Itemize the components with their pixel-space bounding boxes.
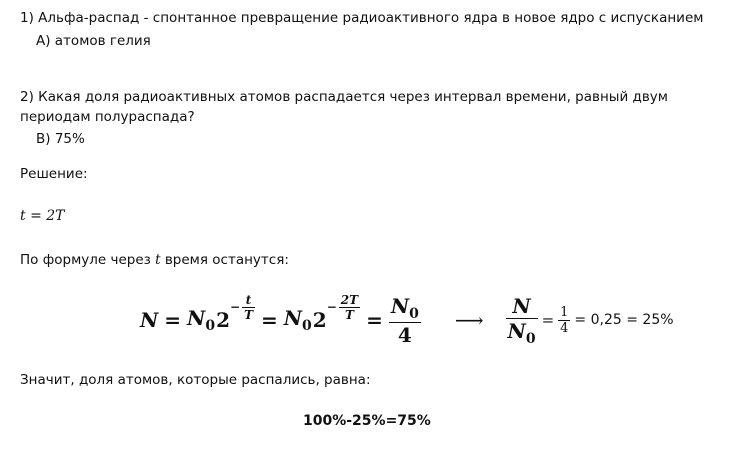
eq-equals-4: = — [541, 311, 555, 329]
solution-heading: Решение: — [20, 166, 88, 182]
eq-fraction-N0-over-4: $\frac{N_0}{4}$ — [390, 293, 419, 347]
eq-arrow: ⟶ — [454, 308, 484, 332]
eq-exponent-1: − $\frac{t}{T}$ — [230, 292, 253, 322]
formula-intro — [20, 254, 289, 268]
conclusion-text: Значит, доля атомов, которые распались, равна: — [20, 372, 371, 388]
given-equation: t = 2T — [20, 208, 65, 224]
eq-N0-2: $N_0$ — [283, 306, 312, 334]
question-2-text-line2: периодам полураспада? — [20, 109, 195, 125]
eq-fraction-N-over-N0: $\frac{N}{N_0}$ — [507, 293, 536, 347]
question-2-answer: В) 75% — [36, 131, 85, 147]
eq-fraction-one-quarter: $\frac{1}{4}$ — [560, 304, 569, 336]
eq-base-two-2: 2 — [312, 308, 327, 332]
formula-intro-part-a: По формуле через — [20, 252, 151, 268]
formula-intro-part-b: время останутся: — [164, 252, 289, 268]
question-2-text-line1: 2) Какая доля радиоактивных атомов распадается через интервал времени, равный двум — [20, 89, 668, 105]
eq-equals-3: = — [366, 308, 383, 332]
final-result: 100%-25%=75% — [303, 413, 431, 429]
eq-result-tail: = 0,25 = 25% — [574, 312, 674, 328]
eq-base-two-1: 2 — [216, 308, 230, 332]
eq-N0-1: $N_0$ — [187, 306, 216, 334]
question-1-answer: А) атомов гелия — [36, 33, 151, 49]
eq-equals-1: = — [164, 308, 182, 332]
eq-N: N — [140, 308, 159, 332]
eq-equals-2: = — [261, 308, 278, 332]
question-1-text: 1) Альфа-распад - спонтанное превращение радиоактивного ядра в новое ядро с испусканием — [20, 10, 704, 26]
decay-formula — [140, 290, 674, 350]
eq-exponent-2: − $\frac{2T}{T}$ — [326, 292, 359, 322]
formula-intro-variable: t — [155, 252, 161, 268]
